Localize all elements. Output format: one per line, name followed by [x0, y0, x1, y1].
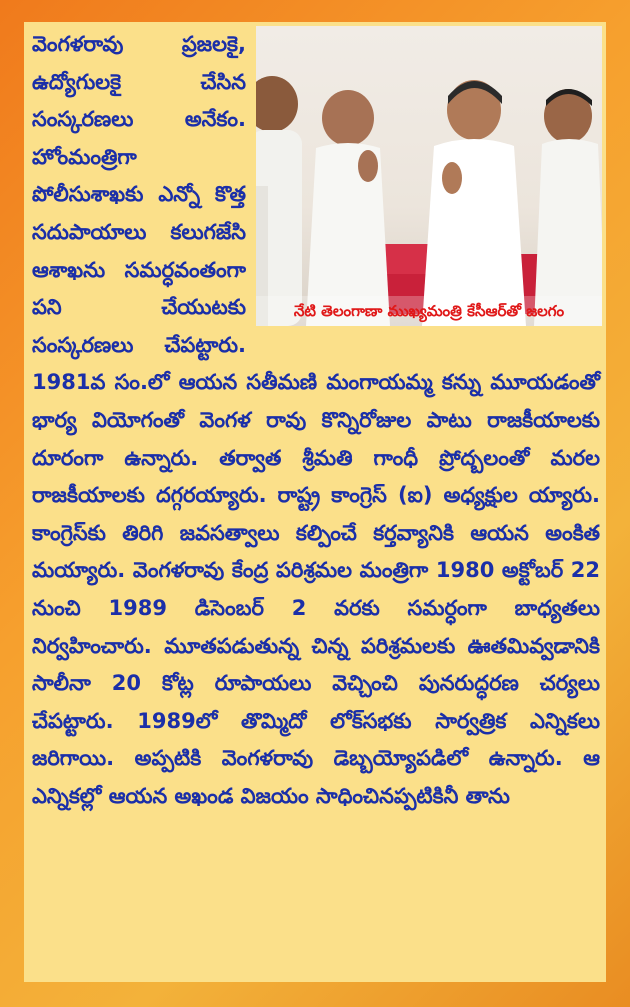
article-panel — [24, 22, 606, 982]
photo-illustration — [256, 26, 602, 326]
news-photo — [256, 26, 602, 326]
article-body: వెంగళరావు ప్రజలకై, ఉద్యోగులకై చేసిన సంస్కరణలు అనేకం. హోంమంత్రిగా పోలీసుశాఖకు ఎన్నో కొత్త సదుపాయాలు కలుగజేసి ఆశాఖను సమర్ధవంతంగా పని చేయుటకు సంస్కరణలు చేపట్టారు. 1981వ సం.లో ఆయన సతీమణి మంగాయమ్మ కన్ను మూయడంతో భార్య వియోగంతో వెంగళ రావు కొన్నిరోజుల పాటు రాజకీయాలకు దూరంగా ఉన్నారు. తర్వాత శ్రీమతి గాంధీ ప్రోద్బలంతో మరల రాజకీయాలకు దగ్గరయ్యారు. రాష్ట్ర కాంగ్రెస్ (ఐ) అధ్యక్షుల య్యారు. కాంగ్రెస్‌కు తిరిగి జవసత్వాలు కల్పించే కర్తవ్యానికి ఆయన అంకిత మయ్యారు. వెంగళరావు కేంద్ర పరిశ్రమల మంత్రిగా 1980 అక్టోబర్ 22 నుంచి 1989 డిసెంబర్ 2 వరకు సమర్ధంగా బాధ్యతలు నిర్వహించారు. మూతపడుతున్న చిన్న పరిశ్రమలకు ఊతమివ్వడానికి సాలీనా 20 కోట్ల రూపాయలు వెచ్చించి పునరుద్ధరణ చర్యలు చేపట్టారు. 1989లో తొమ్మిదో లోక్‌సభకు సార్వత్రిక ఎన్నికలు జరిగాయి. అప్పటికి వెంగళరావు డెబ్బయ్యోపడిలో ఉన్నారు. ఆ ఎన్నికల్లో ఆయన అఖండ విజయం సాధించినప్పటికినీ తాను — [32, 32, 600, 808]
photo-caption: నేటి తెలంగాణా ముఖ్యమంత్రి కేసీఆర్‌తో జలగం — [256, 296, 602, 326]
